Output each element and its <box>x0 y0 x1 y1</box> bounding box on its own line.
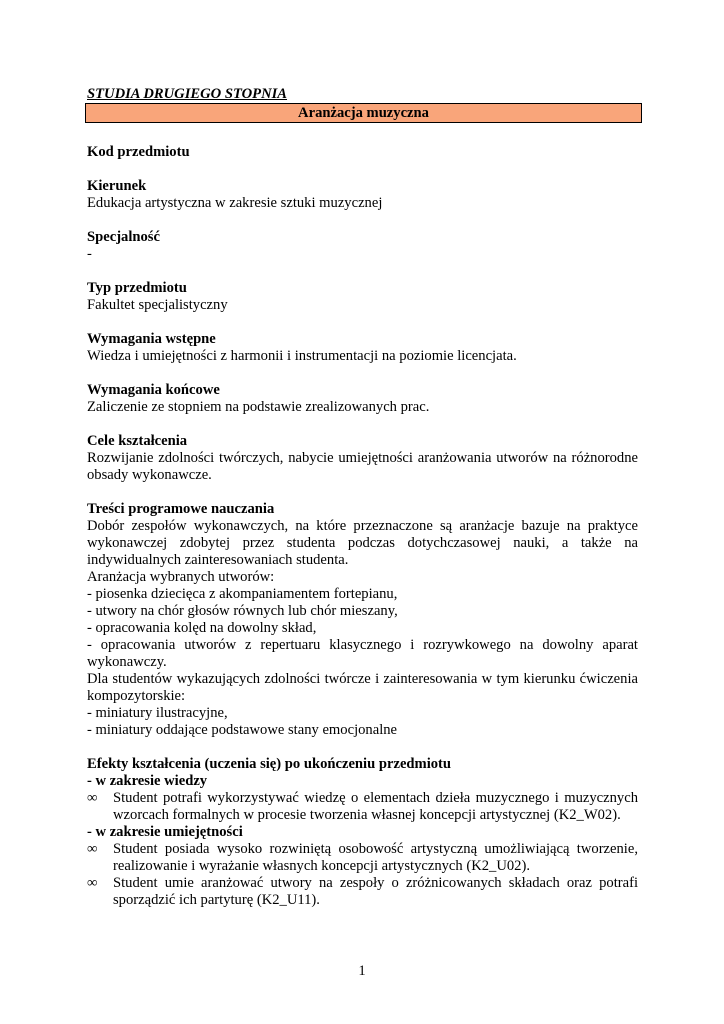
page-number: 1 <box>358 963 366 979</box>
section-text: Zaliczenie ze stopniem na podstawie zrealizowanych prac. <box>87 399 430 415</box>
list-item: - opracowania utworów z repertuaru klasycznego i rozrywkowego na dowolny aparat <box>87 637 638 653</box>
section-heading: Kierunek <box>87 178 147 194</box>
list-item: - utwory na chór głosów równych lub chór mieszany, <box>87 603 398 619</box>
document-page <box>87 86 638 909</box>
text-line: Dobór zespołów wykonawczych, na które przeznaczone są aranżacje bazuje na praktyce <box>87 518 638 534</box>
subheading-wiedza: - w zakresie wiedzy <box>87 773 208 789</box>
text-line: obsady wykonawcze. <box>87 467 212 483</box>
list-item: - opracowania kolęd na dowolny skład, <box>87 620 317 636</box>
section-efekty <box>87 756 638 909</box>
section-wymagania-wstepne <box>87 331 638 365</box>
subheading-umiejetnosci: - w zakresie umiejętności <box>87 824 243 840</box>
section-text: Wiedza i umiejętności z harmonii i instrumentacji na poziomie licencjata. <box>87 348 517 364</box>
section-heading: Wymagania końcowe <box>87 382 220 398</box>
text-line: Student posiada wysoko rozwiniętą osobowość artystyczną umożliwiającą tworzenie, <box>113 841 638 857</box>
section-tresci <box>87 501 638 739</box>
text-line: wykonawczy. <box>87 654 167 670</box>
list-item: - miniatury oddające podstawowe stany emocjonalne <box>87 722 398 738</box>
section-specjalnosc <box>87 229 638 263</box>
section-heading: Kod przedmiotu <box>87 144 190 160</box>
text-line: Student potrafi wykorzystywać wiedzę o elementach dzieła muzycznego i muzycznych <box>113 790 638 806</box>
list-item: - miniatury ilustracyjne, <box>87 705 228 721</box>
section-text: Edukacja artystyczna w zakresie sztuki muzycznej <box>87 195 383 211</box>
text-line: Student umie aranżować utwory na zespoły o zróżnicowanych składach oraz potrafi <box>113 875 638 891</box>
text-line: sporządzić ich partyturę (K2_U11). <box>113 892 320 908</box>
text-line: kompozytorskie: <box>87 688 186 704</box>
section-heading: Cele kształcenia <box>87 433 188 449</box>
text-line: wzorcach formalnych w procesie tworzenia własnej koncepcji artystycznej (K2_W02). <box>113 807 621 823</box>
text-line: wykonawczej zdobytej przez studenta podczas dotychczasowej nauki, a także na <box>87 535 638 551</box>
section-heading: Treści programowe nauczania <box>87 501 275 517</box>
section-cele <box>87 433 638 484</box>
section-heading: Specjalność <box>87 229 160 245</box>
section-text: - <box>87 246 92 262</box>
section-typ <box>87 280 638 314</box>
bullet-item <box>87 790 638 824</box>
list-item: - piosenka dziecięca z akompaniamentem fortepianu, <box>87 586 398 602</box>
infinity-bullet-icon: ∞ <box>87 841 98 857</box>
text-line: indywidualnych zainteresowaniach studenta. <box>87 552 349 568</box>
infinity-bullet-icon: ∞ <box>87 790 98 806</box>
section-text: Fakultet specjalistyczny <box>87 297 228 313</box>
section-kod <box>87 144 638 161</box>
section-heading: Typ przedmiotu <box>87 280 187 296</box>
infinity-bullet-icon: ∞ <box>87 875 98 891</box>
text-line: Dla studentów wykazujących zdolności twórcze i zainteresowania w tym kierunku ćwiczenia <box>87 671 638 687</box>
text-line: Aranżacja wybranych utworów: <box>87 569 275 585</box>
section-wymagania-koncowe <box>87 382 638 416</box>
study-level: STUDIA DRUGIEGO STOPNIA <box>87 86 288 102</box>
course-title: Aranżacja muzyczna <box>85 103 642 123</box>
text-line: Rozwijanie zdolności twórczych, nabycie umiejętności aranżowania utworów na różnorodne <box>87 450 638 466</box>
section-kierunek <box>87 178 638 212</box>
bullet-item <box>87 875 638 909</box>
bullet-item <box>87 841 638 875</box>
section-heading: Efekty kształcenia (uczenia się) po ukończeniu przedmiotu <box>87 756 452 772</box>
section-heading: Wymagania wstępne <box>87 331 216 347</box>
text-line: realizowanie i wyrażanie własnych koncepcji artystycznych (K2_U02). <box>113 858 530 874</box>
